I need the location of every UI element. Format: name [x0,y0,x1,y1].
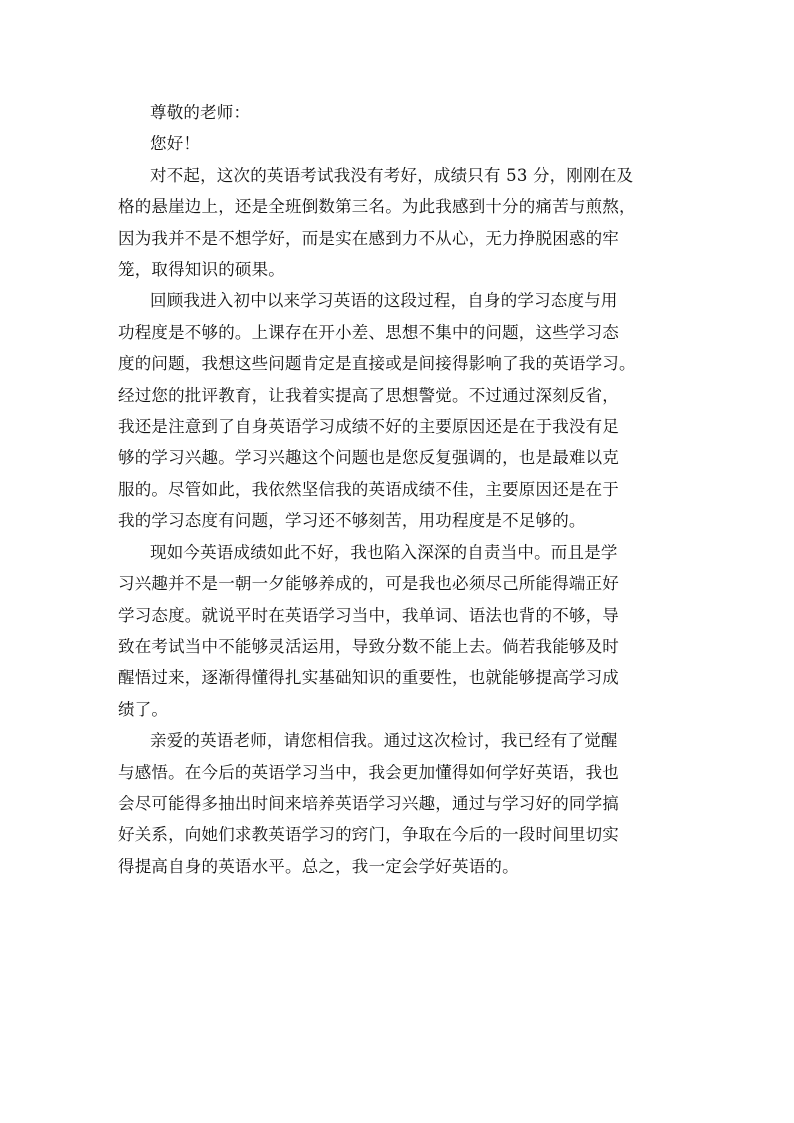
paragraph-line: 醒悟过来，逐渐得懂得扎实基础知识的重要性，也就能够提高学习成 [118,668,619,688]
paragraph-line: 与感悟。在今后的英语学习当中，我会更加懂得如何学好英语，我也 [118,762,619,782]
salutation: 尊敬的老师： [150,103,251,122]
paragraph-line: 服的。尽管如此，我依然坚信我的英语成绩不佳，主要原因还是在于 [118,479,619,499]
paragraph-line: 得提高自身的英语水平。总之，我一定会学好英语的。 [118,856,519,876]
paragraph-line: 我的学习态度有问题，学习还不够刻苦，用功程度是不足够的。 [118,511,586,531]
paragraph-line: 习兴趣并不是一朝一夕能够养成的，可是我也必须尽己所能得端正好 [118,574,619,594]
paragraph-line: 因为我并不是不想学好，而是实在感到力不从心，无力挣脱困惑的牢 [118,228,619,248]
paragraph-line: 我还是注意到了自身英语学习成绩不好的主要原因还是在于我没有足 [118,417,619,437]
paragraph-line: 会尽可能得多抽出时间来培养英语学习兴趣，通过与学习好的同学搞 [118,793,619,813]
letter-body [118,97,680,882]
paragraph-4 [118,725,680,882]
paragraph-line: 度的问题，我想这些问题肯定是直接或是间接得影响了我的英语学习。 [118,354,636,374]
paragraph-line: 致在考试当中不能够灵活运用，导致分数不能上去。倘若我能够及时 [118,636,619,656]
paragraph-line: 亲爱的英语老师，请您相信我。通过这次检讨，我已经有了觉醒 [150,731,618,751]
paragraph-1 [118,160,680,286]
paragraph-line: 经过您的批评教育，让我着实提高了思想警觉。不过通过深刻反省， [118,385,619,405]
paragraph-2 [118,285,680,536]
paragraph-line: 够的学习兴趣。学习兴趣这个问题也是您反复强调的，也是最难以克 [118,448,619,468]
paragraph-3 [118,537,680,725]
paragraph-line: 现如今英语成绩如此不好，我也陷入深深的自责当中。而且是学 [150,542,618,562]
paragraph-line: 笼，取得知识的硕果。 [118,260,285,280]
paragraph-line: 回顾我进入初中以来学习英语的这段过程，自身的学习态度与用 [150,291,618,311]
paragraph-line: 好关系，向她们求教英语学习的窍门，争取在今后的一段时间里切实 [118,825,619,845]
paragraph-line: 功程度是不够的。上课存在开小差、思想不集中的问题，这些学习态 [118,322,619,342]
greeting: 您好！ [150,134,201,154]
paragraph-line: 格的悬崖边上，还是全班倒数第三名。为此我感到十分的痛苦与煎熬， [118,197,636,217]
paragraph-line: 学习态度。就说平时在英语学习当中，我单词、语法也背的不够，导 [118,605,619,625]
paragraph-line: 绩了。 [118,699,169,719]
paragraph-line: 对不起，这次的英语考试我没有考好，成绩只有 53 分，刚刚在及 [150,165,634,185]
